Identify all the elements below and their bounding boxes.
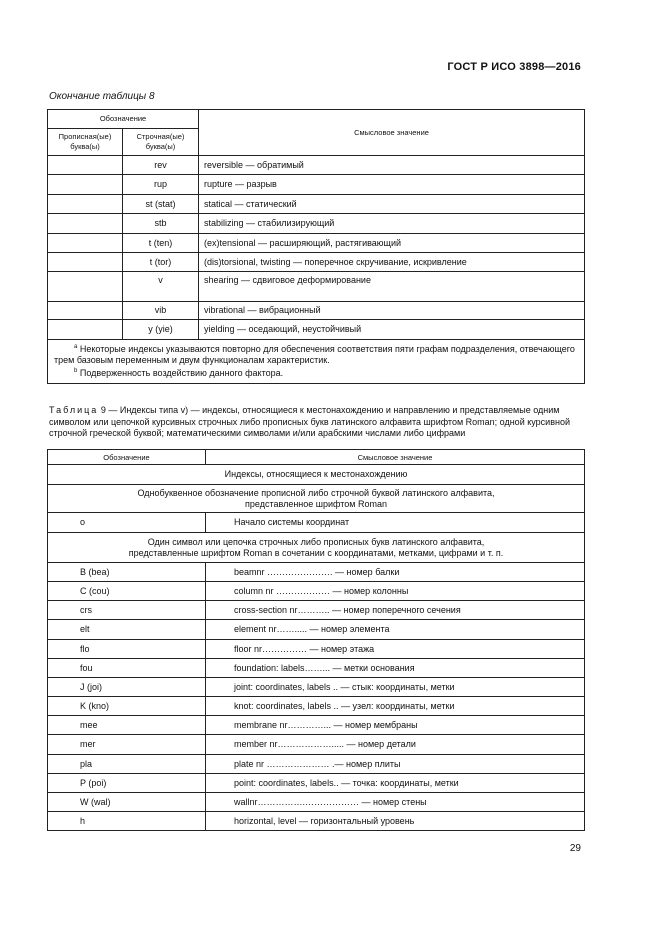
- table9-cell-symbol: pla: [48, 755, 206, 774]
- section-single-line1: Однобуквенное обозначение прописной либо строчной буквой латинского алфавита,: [137, 487, 495, 498]
- table8-cell-meaning: (ex)tensional — расширяющий, растягивающий: [199, 234, 585, 253]
- table9-cell-meaning: wallnr…………….……………… — номер стены: [206, 793, 585, 812]
- table8-cell-meaning: reversible — обратимый: [199, 156, 585, 175]
- table9-cell-symbol: crs: [48, 601, 206, 620]
- table9-cell-meaning: cross-section nr……….. — номер поперечного сечения: [206, 601, 585, 620]
- note-a-text: Некоторые индексы указываются повторно для обеспечения соответствия пяти графам подразделения, отвечающего трем базовым переменным и двум функционалам характеристик.: [54, 344, 575, 365]
- section-chain-line1: Один символ или цепочка строчных либо прописных букв латинского алфавита,: [147, 536, 485, 547]
- table8-cell-upper: [48, 320, 123, 340]
- table8-cell-meaning: stabilizing — стабилизирующий: [199, 214, 585, 234]
- table9-title-label: Таблица: [49, 405, 99, 415]
- table8-cell-meaning: (dis)torsional, twisting — поперечное скручивание, искривление: [199, 253, 585, 272]
- table8-cell-lower: rev: [123, 156, 199, 175]
- table8-note-a: [54, 342, 578, 366]
- table8-cell-meaning: statical — статический: [199, 195, 585, 214]
- table9-cell-meaning: element nr……..... — номер элемента: [206, 620, 585, 640]
- table9-cell-meaning: foundation: labels……... — метки основания: [206, 659, 585, 678]
- table9-cell-symbol: C (cou): [48, 582, 206, 601]
- page-number: 29: [569, 843, 581, 854]
- table9-title-number: 9: [100, 405, 106, 415]
- section-chain-line2: представленные шрифтом Roman в сочетании с координатами, метками, цифрами и т. п.: [128, 547, 504, 558]
- table9-cell-meaning: horizontal, level — горизонтальный уровень: [206, 812, 585, 831]
- table9-title: [49, 405, 585, 440]
- section-single-line2: представленное шрифтом Roman: [245, 498, 387, 509]
- table8-header-upper: Прописная(ые) буква(ы): [48, 129, 123, 156]
- table8-caption: Окончание таблицы 8: [49, 91, 155, 102]
- table8-header-designation: Обозначение: [48, 110, 199, 129]
- table9-cell-symbol: h: [48, 812, 206, 831]
- table9-cell-symbol: fou: [48, 659, 206, 678]
- table8-cell-upper: [48, 156, 123, 175]
- table8-cell-lower: vib: [123, 302, 199, 320]
- table9-title-text: — Индексы типа v) — индексы, относящиеся к местонахождению и направлению и представляемые одним символом или цепочкой курсивных строчных либо прописных букв латинского алфавита шрифтом Roman; одной курсивной строчной греческой буквой; математическими символами и/или арабскими числами либо цифрами: [49, 405, 570, 438]
- table8-cell-lower: stb: [123, 214, 199, 234]
- table8-cell-upper: [48, 195, 123, 214]
- table9-cell-symbol: W (wal): [48, 793, 206, 812]
- table9-cell-meaning: column nr ……………… — номер колонны: [206, 582, 585, 601]
- table9-cell-symbol: flo: [48, 640, 206, 659]
- table8-cell-upper: [48, 272, 123, 302]
- table8-cell-lower: y (yie): [123, 320, 199, 340]
- table9-section-single: [48, 485, 585, 513]
- table8-cell-lower: v: [123, 272, 199, 302]
- table9-header-meaning: Смысловое значение: [206, 450, 585, 465]
- table8-cell-lower: t (ten): [123, 234, 199, 253]
- table8-cell-upper: [48, 214, 123, 234]
- table9-cell-meaning: knot: coordinates, labels .. — узел: координаты, метки: [206, 697, 585, 716]
- table9-cell-symbol: K (kno): [48, 697, 206, 716]
- note-a-mark: a: [74, 344, 78, 350]
- table8-notes: [48, 340, 585, 384]
- table9-cell-meaning: point: coordinates, labels.. — точка: координаты, метки: [206, 774, 585, 793]
- table9-cell-meaning: membrane nr…………... — номер мембраны: [206, 716, 585, 735]
- table9-section-chain: [48, 533, 585, 563]
- table8-cell-lower: rup: [123, 175, 199, 195]
- table9-cell-meaning: Начало системы координат: [206, 513, 585, 533]
- table9-cell-symbol: B (bea): [48, 563, 206, 582]
- document-code: ГОСТ Р ИСО 3898—2016: [447, 61, 581, 73]
- table9-section-location: Индексы, относящиеся к местонахождению: [48, 465, 585, 485]
- table9-cell-symbol: o: [48, 513, 206, 533]
- table9-cell-meaning: floor nr…………… — номер этажа: [206, 640, 585, 659]
- table9-cell-meaning: member nr………………..... — номер детали: [206, 735, 585, 755]
- table9-header-designation: Обозначение: [48, 450, 206, 465]
- table9-cell-symbol: J (joi): [48, 678, 206, 697]
- table9-cell-meaning: beamnr …………………. — номер балки: [206, 563, 585, 582]
- table9-cell-meaning: plate nr ………………… .— номер плиты: [206, 755, 585, 774]
- table8-cell-lower: st (stat): [123, 195, 199, 214]
- table8-cell-meaning: rupture — разрыв: [199, 175, 585, 195]
- table-8: [47, 109, 585, 384]
- table9-cell-symbol: P (poi): [48, 774, 206, 793]
- note-b-mark: b: [74, 368, 78, 374]
- note-b-text: Подверженность воздействию данного фактора.: [79, 368, 284, 378]
- table8-cell-meaning: yielding — оседающий, неустойчивый: [199, 320, 585, 340]
- table8-note-b: [54, 366, 578, 379]
- table8-cell-upper: [48, 234, 123, 253]
- table9-cell-symbol: elt: [48, 620, 206, 640]
- table8-header-lower: Строчная(ые) буква(ы): [123, 129, 199, 156]
- table9-cell-meaning: joint: coordinates, labels .. — стык: координаты, метки: [206, 678, 585, 697]
- table8-cell-upper: [48, 175, 123, 195]
- table9-cell-symbol: mer: [48, 735, 206, 755]
- table8-header-meaning: Смысловое значение: [199, 110, 585, 156]
- table8-cell-meaning: vibrational — вибрационный: [199, 302, 585, 320]
- table8-cell-upper: [48, 302, 123, 320]
- table8-cell-upper: [48, 253, 123, 272]
- table-9: [47, 449, 585, 831]
- table8-cell-meaning: shearing — сдвиговое деформирование: [199, 272, 585, 302]
- table9-cell-symbol: mee: [48, 716, 206, 735]
- table8-cell-lower: t (tor): [123, 253, 199, 272]
